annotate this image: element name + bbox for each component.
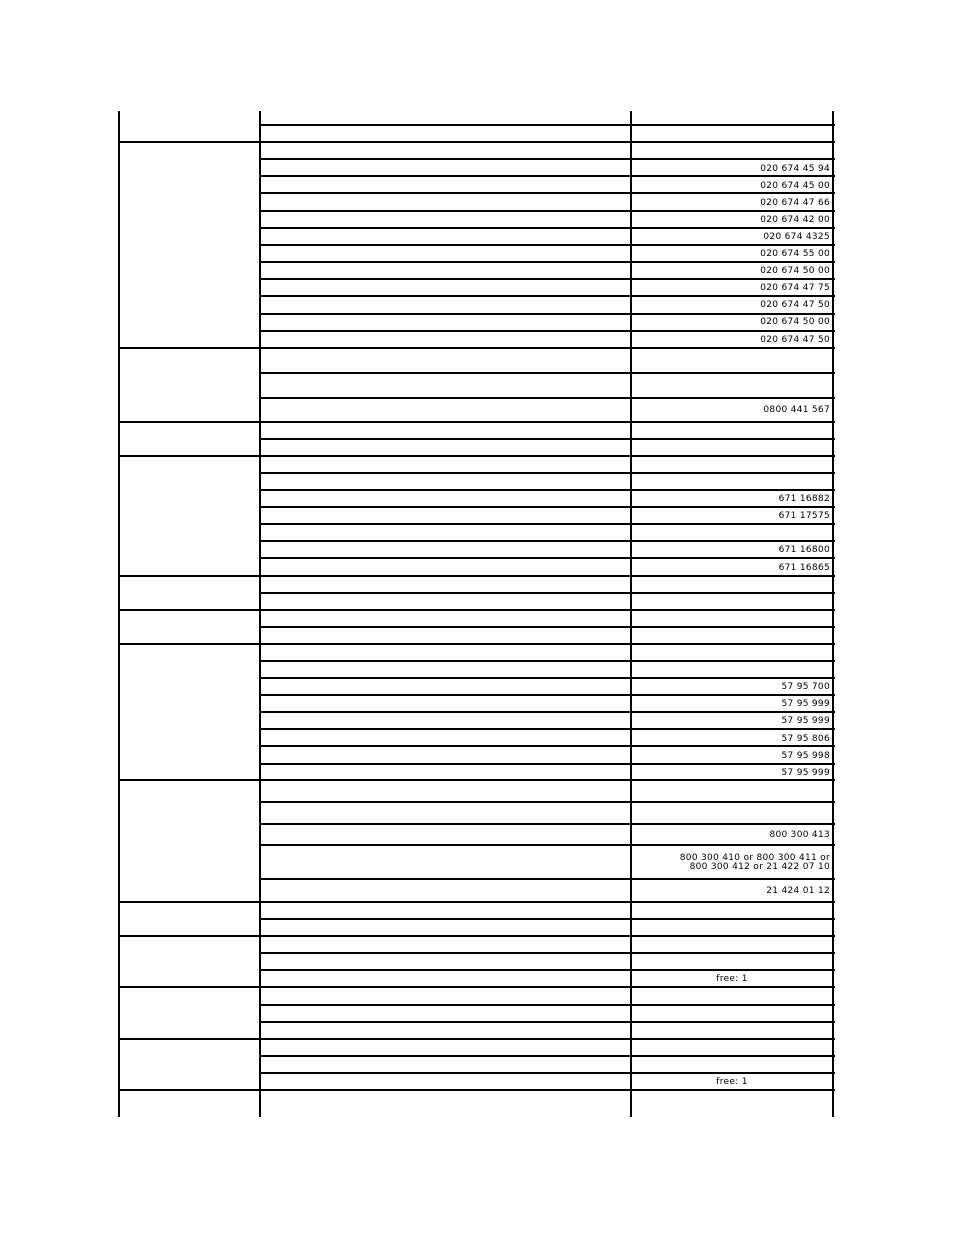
row-separator (260, 1021, 835, 1023)
group-separator (119, 347, 835, 349)
row-separator (260, 295, 835, 297)
row-separator (260, 124, 835, 126)
phone-number: 671 16800 (778, 545, 830, 555)
row-separator (260, 592, 835, 594)
phone-number: 020 674 42 00 (760, 215, 830, 225)
row-separator (260, 244, 835, 246)
phone-number: 020 674 47 75 (760, 283, 830, 293)
row-separator (260, 711, 835, 713)
free-number-note: free: 1 (716, 1077, 748, 1087)
phone-number: 21 424 01 12 (766, 886, 830, 896)
row-separator (260, 1004, 835, 1006)
row-separator (260, 1072, 835, 1074)
row-separator (260, 523, 835, 525)
phone-number: 671 16865 (778, 563, 830, 573)
row-separator (260, 626, 835, 628)
group-separator (119, 986, 835, 988)
row-separator (260, 728, 835, 730)
row-separator (260, 823, 835, 825)
phone-number: 57 95 999 (781, 768, 830, 778)
row-separator (260, 677, 835, 679)
row-separator (260, 844, 835, 846)
row-separator (260, 372, 835, 374)
phone-number: 57 95 700 (781, 682, 830, 692)
row-separator (260, 969, 835, 971)
row-separator (260, 472, 835, 474)
phone-number: 020 674 55 00 (760, 249, 830, 259)
group-separator (119, 779, 835, 781)
row-separator (260, 397, 835, 399)
group-separator (119, 935, 835, 937)
row-separator (260, 192, 835, 194)
row-separator (260, 489, 835, 491)
group-separator (119, 455, 835, 457)
row-separator (260, 278, 835, 280)
phone-number: 020 674 47 50 (760, 335, 830, 345)
row-separator (260, 557, 835, 559)
group-separator (119, 609, 835, 611)
phone-number: 57 95 999 (781, 716, 830, 726)
row-separator (260, 506, 835, 508)
free-number-note: free: 1 (716, 974, 748, 984)
row-separator (260, 1055, 835, 1057)
phone-number: 57 95 999 (781, 699, 830, 709)
row-separator (260, 175, 835, 177)
phone-number: 020 674 50 00 (760, 266, 830, 276)
row-separator (260, 210, 835, 212)
row-separator (260, 313, 835, 315)
group-separator (119, 575, 835, 577)
row-separator (260, 261, 835, 263)
row-separator (260, 694, 835, 696)
phone-number: 800 300 410 or 800 300 411 or (679, 853, 830, 863)
row-separator (260, 330, 835, 332)
phone-number: 020 674 4325 (763, 232, 830, 242)
group-separator (119, 1038, 835, 1040)
row-separator (260, 878, 835, 880)
phone-number: 020 674 45 00 (760, 181, 830, 191)
left-border (118, 111, 120, 1117)
phone-number: 671 17575 (778, 511, 830, 521)
phone-number: 671 16882 (778, 494, 830, 504)
phone-number: 57 95 806 (781, 734, 830, 744)
group-separator (119, 643, 835, 645)
row-separator (260, 158, 835, 160)
phone-number: 020 674 47 66 (760, 198, 830, 208)
row-separator (260, 660, 835, 662)
phone-number: 020 674 47 50 (760, 300, 830, 310)
group-separator (119, 421, 835, 423)
row-separator (260, 745, 835, 747)
row-separator (260, 918, 835, 920)
row-separator (260, 438, 835, 440)
row-separator (260, 763, 835, 765)
row-separator (260, 540, 835, 542)
phone-number: 020 674 45 94 (760, 164, 830, 174)
phone-number: 0800 441 567 (763, 405, 830, 415)
phone-number: 800 300 412 or 21 422 07 10 (689, 862, 830, 872)
phone-number: 800 300 413 (769, 830, 830, 840)
group-separator (119, 901, 835, 903)
row-separator (260, 952, 835, 954)
phone-number: 57 95 998 (781, 751, 830, 761)
row-separator (260, 801, 835, 803)
phone-number: 020 674 50 00 (760, 317, 830, 327)
row-separator (260, 227, 835, 229)
group-separator (119, 141, 835, 143)
group-separator (119, 1089, 835, 1091)
